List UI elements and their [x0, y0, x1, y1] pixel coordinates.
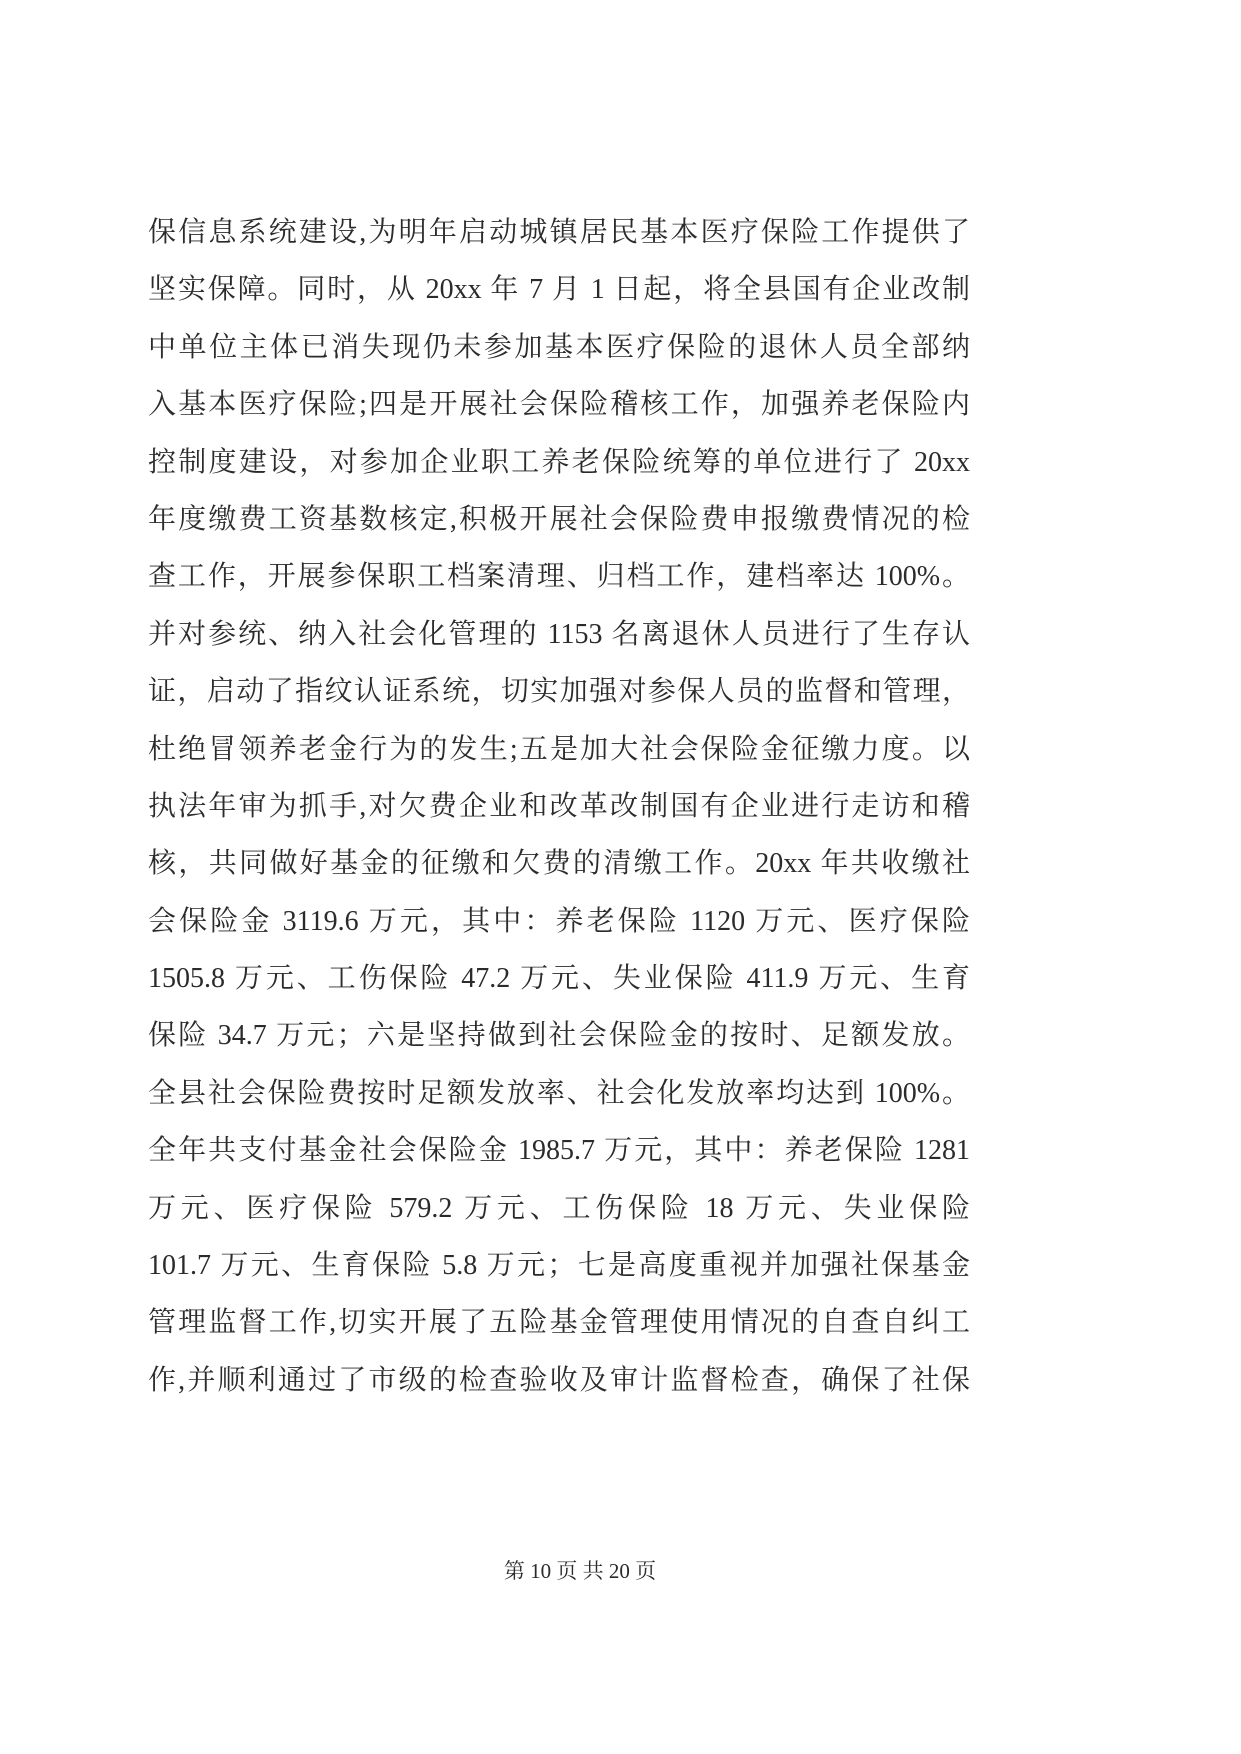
page-body: [148, 204, 970, 1409]
text-line: 核，共同做好基金的征缴和欠费的清缴工作。20xx 年共收缴社: [148, 848, 970, 880]
text-line: 101.7 万元、生育保险 5.8 万元；七是高度重视并加强社保基金: [148, 1250, 970, 1282]
text-line: 执法年审为抓手,对欠费企业和改革改制国有企业进行走访和稽: [148, 790, 970, 822]
text-line: 控制度建设，对参加企业职工养老保险统筹的单位进行了 20xx: [148, 446, 970, 478]
text-line: 保信息系统建设,为明年启动城镇居民基本医疗保险工作提供了: [148, 217, 970, 248]
text-line: 杜绝冒领养老金行为的发生;五是加大社会保险金征缴力度。以: [148, 733, 970, 765]
text-line: 作,并顺利通过了市级的检查验收及审计监督检查，确保了社保: [148, 1364, 970, 1396]
text-line: 管理监督工作,切实开展了五险基金管理使用情况的自查自纠工: [148, 1307, 970, 1339]
page-footer: 第 10 页 共 20 页: [503, 1559, 657, 1583]
text-line: 1505.8 万元、工伤保险 47.2 万元、失业保险 411.9 万元、生育: [148, 963, 970, 995]
text-line: 并对参统、纳入社会化管理的 1153 名离退休人员进行了生存认: [148, 618, 970, 650]
text-line: 会保险金 3119.6 万元，其中：养老保险 1120 万元、医疗保险: [148, 905, 970, 937]
text-line: 全县社会保险费按时足额发放率、社会化发放率均达到 100%。: [148, 1077, 970, 1109]
text-line: 查工作，开展参保职工档案清理、归档工作，建档率达 100%。: [148, 561, 970, 593]
text-line: 保险 34.7 万元；六是坚持做到社会保险金的按时、足额发放。: [148, 1020, 970, 1052]
text-line: 坚实保障。同时，从 20xx 年 7 月 1 日起，将全县国有企业改制: [148, 274, 970, 306]
text-line: 证，启动了指纹认证系统，切实加强对参保人员的监督和管理，: [148, 676, 970, 708]
text-line: 中单位主体已消失现仍未参加基本医疗保险的退休人员全部纳: [148, 331, 970, 363]
text-line: 年度缴费工资基数核定,积极开展社会保险费申报缴费情况的检: [148, 503, 970, 535]
text-line: 入基本医疗保险;四是开展社会保险稽核工作，加强养老保险内: [148, 389, 970, 421]
text-line: 全年共支付基金社会保险金 1985.7 万元，其中：养老保险 1281: [148, 1135, 970, 1167]
text-line: 万元、医疗保险 579.2 万元、工伤保险 18 万元、失业保险: [148, 1192, 970, 1224]
